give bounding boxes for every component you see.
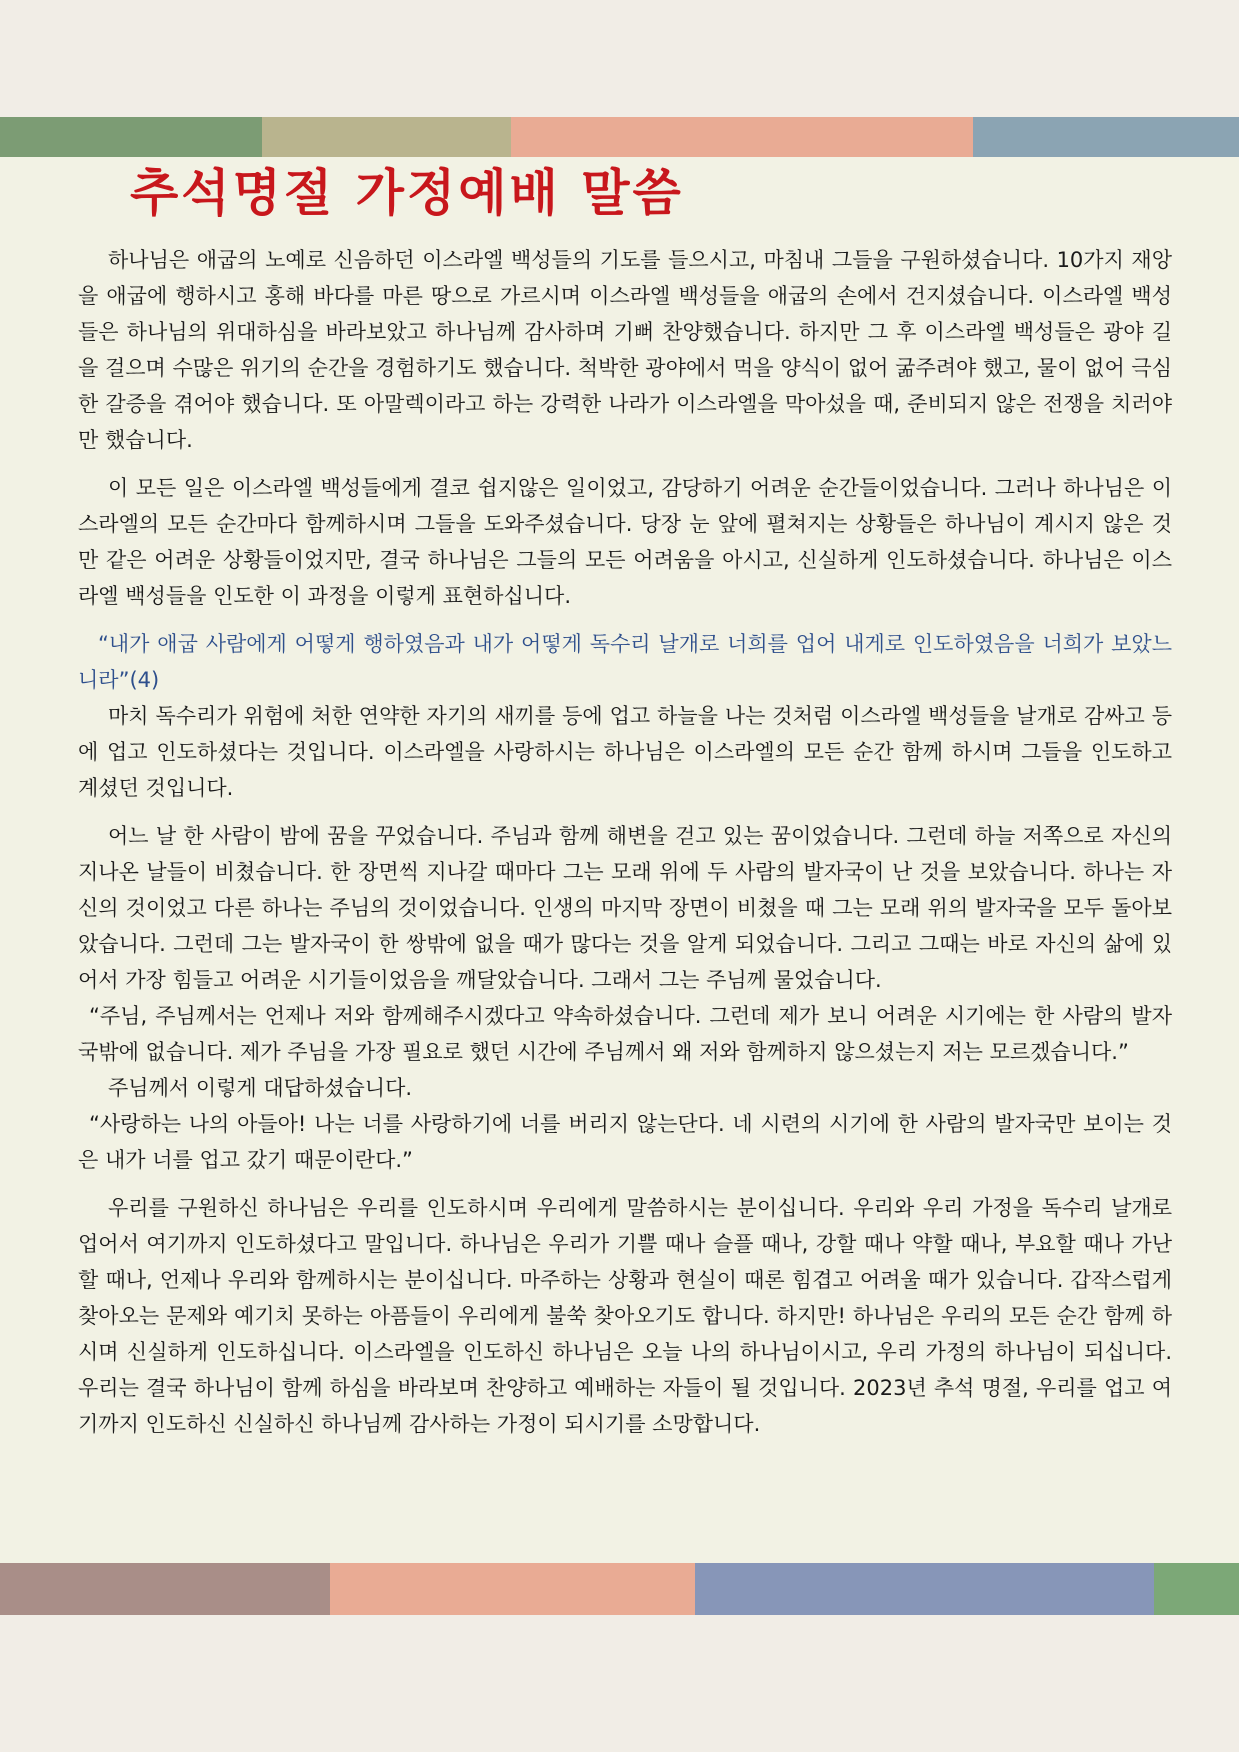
top-band-segment	[0, 117, 262, 157]
bottom-band-segment	[330, 1563, 695, 1615]
page-title: 추석명절 가정예배 말씀	[130, 164, 684, 222]
paragraph: 이 모든 일은 이스라엘 백성들에게 결코 쉽지않은 일이었고, 감당하기 어려운 순간들이었습니다. 그러나 하나님은 이스라엘의 모든 순간마다 함께하시며 그들을 도와주셨습니다. 당장 눈 앞에 펼쳐지는 상황들은 하나님이 계시지 않은 것만 같은 어려운 상황들이었지만, 결국 하나님은 그들의 모든 어려움을 아시고, 신실하게 인도하셨습니다. 하나님은 이스라엘 백성들을 인도한 이 과정을 이렇게 표현하십니다.	[78, 476, 1172, 608]
bottom-band-segment	[695, 1563, 1154, 1615]
top-band-segment	[511, 117, 973, 157]
bottom-band-segment	[0, 1563, 330, 1615]
paragraph: 주님께서 이렇게 대답하셨습니다.	[108, 1076, 413, 1100]
paragraph: 하나님은 애굽의 노예로 신음하던 이스라엘 백성들의 기도를 들으시고, 마침내 그들을 구원하셨습니다. 10가지 재앙을 애굽에 행하시고 홍해 바다를 마른 땅으로 가르시며 이스라엘 백성들을 애굽의 손에서 건지셨습니다. 이스라엘 백성들은 하나님의 위대하심을 바라보았고 하나님께 감사하며 기뻐 찬양했습니다. 하지만 그 후 이스라엘 백성들은 광야 길을 걸으며 수많은 위기의 순간을 경험하기도 했습니다. 척박한 광야에서 먹을 양식이 없어 굶주려야 했고, 물이 없어 극심한 갈증을 겪어야 했습니다. 또 아말렉이라고 하는 강력한 나라가 이스라엘을 막아섰을 때, 준비되지 않은 전쟁을 치러야만 했습니다.	[78, 248, 1172, 452]
bottom-band-segment	[1154, 1563, 1239, 1615]
top-color-band	[0, 117, 1239, 157]
paragraph: 우리를 구원하신 하나님은 우리를 인도하시며 우리에게 말씀하시는 분이십니다. 우리와 우리 가정을 독수리 날개로 업어서 여기까지 인도하셨다고 말입니다. 하나님은 우리가 기쁠 때나 슬플 때나, 강할 때나 약할 때나, 부요할 때나 가난할 때나, 언제나 우리와 함께하시는 분이십니다. 마주하는 상황과 현실이 때론 힘겹고 어려울 때가 있습니다. 갑작스럽게 찾아오는 문제와 예기치 못하는 아픔들이 우리에게 불쑥 찾아오기도 합니다. 하지만! 하나님은 우리의 모든 순간 함께 하시며 신실하게 인도하십니다. 이스라엘을 인도하신 하나님은 오늘 나의 하나님이시고, 우리 가정의 하나님이 되십니다. 우리는 결국 하나님이 함께 하심을 바라보며 찬양하고 예배하는 자들이 될 것입니다. 2023년 추석 명절, 우리를 업고 여기까지 인도하신 신실하신 하나님께 감사하는 가정이 되시기를 소망합니다.	[78, 1196, 1172, 1436]
bottom-color-band	[0, 1563, 1239, 1615]
paragraph: 어느 날 한 사람이 밤에 꿈을 꾸었습니다. 주님과 함께 해변을 걷고 있는 꿈이었습니다. 그런데 하늘 저쪽으로 자신의 지나온 날들이 비쳤습니다. 한 장면씩 지나갈 때마다 그는 모래 위에 두 사람의 발자국이 난 것을 보았습니다. 하나는 자신의 것이었고 다른 하나는 주님의 것이었습니다. 인생의 마지막 장면이 비쳤을 때 그는 모래 위의 발자국을 모두 돌아보았습니다. 그런데 그는 발자국이 한 쌍밖에 없을 때가 많다는 것을 알게 되었습니다. 그리고 그때는 바로 자신의 삶에 있어서 가장 힘들고 어려운 시기들이었음을 깨달았습니다. 그래서 그는 주님께 물었습니다.	[78, 824, 1172, 992]
scripture-quote: “내가 애굽 사람에게 어떻게 행하였음과 내가 어떻게 독수리 날개로 너희를 업어 내게로 인도하였음을 너희가 보았느니라”(4)	[78, 632, 1172, 692]
quote-paragraph: “주님, 주님께서는 언제나 저와 함께해주시겠다고 약속하셨습니다. 그런데 제가 보니 어려운 시기에는 한 사람의 발자국밖에 없습니다. 제가 주님을 가장 필요로 했던 시간에 주님께서 왜 저와 함께하지 않으셨는지 저는 모르겠습니다.”	[78, 1004, 1172, 1064]
top-band-segment	[262, 117, 511, 157]
sermon-body	[78, 242, 1172, 1442]
top-band-segment	[973, 117, 1239, 157]
quote-paragraph: “사랑하는 나의 아들아! 나는 너를 사랑하기에 너를 버리지 않는단다. 네 시련의 시기에 한 사람의 발자국만 보이는 것은 내가 너를 업고 갔기 때문이란다.”	[78, 1112, 1172, 1172]
paragraph: 마치 독수리가 위험에 처한 연약한 자기의 새끼를 등에 업고 하늘을 나는 것처럼 이스라엘 백성들을 날개로 감싸고 등에 업고 인도하셨다는 것입니다. 이스라엘을 사랑하시는 하나님은 이스라엘의 모든 순간 함께 하시며 그들을 인도하고 계셨던 것입니다.	[78, 704, 1172, 800]
